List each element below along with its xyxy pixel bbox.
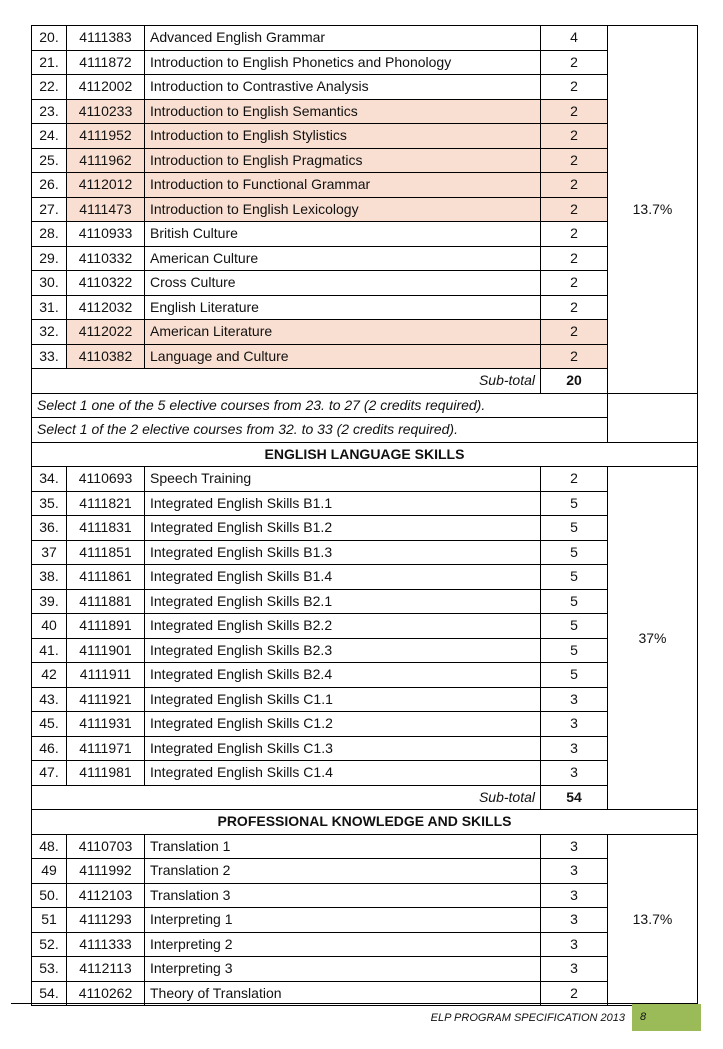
course-number: 42 <box>32 663 67 688</box>
course-row <box>32 908 698 933</box>
course-credits: 5 <box>541 516 608 541</box>
course-code: 4112113 <box>67 957 145 982</box>
course-name: Integrated English Skills B1.4 <box>145 565 541 590</box>
subtotal-value: 20 <box>541 369 608 394</box>
course-name: English Literature <box>145 295 541 320</box>
course-number: 34. <box>32 467 67 492</box>
course-name: Introduction to English Lexicology <box>145 197 541 222</box>
section-percentage: 37% <box>608 467 698 810</box>
course-row <box>32 26 698 51</box>
course-credits: 3 <box>541 761 608 786</box>
course-credits: 2 <box>541 75 608 100</box>
course-code: 4110262 <box>67 981 145 1006</box>
course-row <box>32 565 698 590</box>
course-name: Introduction to English Pragmatics <box>145 148 541 173</box>
note-row <box>32 393 698 418</box>
course-table <box>31 25 698 1006</box>
section-title: PROFESSIONAL KNOWLEDGE AND SKILLS <box>32 810 698 835</box>
course-code: 4111851 <box>67 540 145 565</box>
course-code: 4111962 <box>67 148 145 173</box>
course-number: 53. <box>32 957 67 982</box>
course-name: Interpreting 2 <box>145 932 541 957</box>
section-title: ENGLISH LANGUAGE SKILLS <box>32 442 698 467</box>
course-number: 36. <box>32 516 67 541</box>
course-number: 52. <box>32 932 67 957</box>
course-row <box>32 957 698 982</box>
course-row <box>32 75 698 100</box>
course-name: Introduction to English Phonetics and Phonology <box>145 50 541 75</box>
course-number: 45. <box>32 712 67 737</box>
subtotal-row <box>32 785 698 810</box>
course-number: 22. <box>32 75 67 100</box>
course-number: 23. <box>32 99 67 124</box>
course-name: Translation 1 <box>145 834 541 859</box>
course-code: 4112012 <box>67 173 145 198</box>
course-row <box>32 124 698 149</box>
course-row <box>32 197 698 222</box>
footer-title: ELP PROGRAM SPECIFICATION 2013 <box>430 1012 625 1024</box>
course-row <box>32 173 698 198</box>
course-row <box>32 712 698 737</box>
footer-page-number-box <box>632 1004 701 1031</box>
course-code: 4111992 <box>67 859 145 884</box>
course-number: 33. <box>32 344 67 369</box>
course-credits: 2 <box>541 295 608 320</box>
course-credits: 2 <box>541 50 608 75</box>
page-number: 8 <box>640 1011 647 1023</box>
course-number: 54. <box>32 981 67 1006</box>
course-number: 30. <box>32 271 67 296</box>
course-code: 4112103 <box>67 883 145 908</box>
subtotal-label: Sub-total <box>32 369 541 394</box>
course-name: Integrated English Skills B2.2 <box>145 614 541 639</box>
course-code: 4111881 <box>67 589 145 614</box>
course-credits: 5 <box>541 663 608 688</box>
course-number: 28. <box>32 222 67 247</box>
section-header-row <box>32 810 698 835</box>
course-code: 4111333 <box>67 932 145 957</box>
course-name: Integrated English Skills C1.2 <box>145 712 541 737</box>
course-code: 4111872 <box>67 50 145 75</box>
course-code: 4112002 <box>67 75 145 100</box>
section-header-row <box>32 442 698 467</box>
course-credits: 5 <box>541 638 608 663</box>
course-credits: 5 <box>541 589 608 614</box>
course-credits: 3 <box>541 932 608 957</box>
course-name: Introduction to Functional Grammar <box>145 173 541 198</box>
course-row <box>32 761 698 786</box>
course-credits: 3 <box>541 834 608 859</box>
course-credits: 3 <box>541 712 608 737</box>
course-number: 26. <box>32 173 67 198</box>
course-name: Integrated English Skills C1.1 <box>145 687 541 712</box>
course-name: Integrated English Skills B2.1 <box>145 589 541 614</box>
course-name: British Culture <box>145 222 541 247</box>
course-credits: 2 <box>541 246 608 271</box>
course-code: 4111901 <box>67 638 145 663</box>
course-number: 41. <box>32 638 67 663</box>
course-row <box>32 344 698 369</box>
course-number: 38. <box>32 565 67 590</box>
course-row <box>32 834 698 859</box>
section-percentage: 13.7% <box>608 26 698 394</box>
course-code: 4111473 <box>67 197 145 222</box>
course-number: 51 <box>32 908 67 933</box>
note-row <box>32 418 698 443</box>
course-row <box>32 271 698 296</box>
course-name: Interpreting 1 <box>145 908 541 933</box>
course-code: 4112032 <box>67 295 145 320</box>
course-credits: 5 <box>541 565 608 590</box>
course-name: Language and Culture <box>145 344 541 369</box>
course-name: Integrated English Skills C1.3 <box>145 736 541 761</box>
course-number: 37 <box>32 540 67 565</box>
course-row <box>32 589 698 614</box>
course-row <box>32 736 698 761</box>
course-code: 4111821 <box>67 491 145 516</box>
elective-note: Select 1 of the 2 elective courses from 32. to 33 (2 credits required). <box>32 418 608 443</box>
course-row <box>32 148 698 173</box>
course-row <box>32 516 698 541</box>
course-credits: 5 <box>541 614 608 639</box>
course-row <box>32 99 698 124</box>
course-name: Cross Culture <box>145 271 541 296</box>
course-code: 4110382 <box>67 344 145 369</box>
course-code: 4111981 <box>67 761 145 786</box>
course-code: 4111921 <box>67 687 145 712</box>
course-credits: 2 <box>541 467 608 492</box>
course-code: 4110693 <box>67 467 145 492</box>
course-name: Translation 2 <box>145 859 541 884</box>
course-row <box>32 981 698 1006</box>
course-credits: 5 <box>541 491 608 516</box>
course-number: 32. <box>32 320 67 345</box>
course-code: 4110332 <box>67 246 145 271</box>
course-row <box>32 663 698 688</box>
course-number: 40 <box>32 614 67 639</box>
course-name: Interpreting 3 <box>145 957 541 982</box>
course-code: 4111861 <box>67 565 145 590</box>
course-credits: 3 <box>541 859 608 884</box>
course-name: Introduction to English Stylistics <box>145 124 541 149</box>
note-empty-cell <box>608 393 698 442</box>
course-row <box>32 320 698 345</box>
course-name: Theory of Translation <box>145 981 541 1006</box>
course-row <box>32 883 698 908</box>
course-name: American Culture <box>145 246 541 271</box>
course-row <box>32 246 698 271</box>
course-number: 39. <box>32 589 67 614</box>
course-credits: 2 <box>541 271 608 296</box>
course-code: 4111952 <box>67 124 145 149</box>
course-credits: 2 <box>541 197 608 222</box>
course-credits: 3 <box>541 883 608 908</box>
course-row <box>32 491 698 516</box>
course-row <box>32 932 698 957</box>
course-credits: 2 <box>541 981 608 1006</box>
course-number: 47. <box>32 761 67 786</box>
course-number: 27. <box>32 197 67 222</box>
section-percentage: 13.7% <box>608 834 698 1006</box>
course-row <box>32 614 698 639</box>
course-number: 31. <box>32 295 67 320</box>
course-number: 21. <box>32 50 67 75</box>
course-code: 4111891 <box>67 614 145 639</box>
course-name: Integrated English Skills B2.4 <box>145 663 541 688</box>
subtotal-label: Sub-total <box>32 785 541 810</box>
course-credits: 3 <box>541 687 608 712</box>
course-code: 4111383 <box>67 26 145 51</box>
course-name: Integrated English Skills B2.3 <box>145 638 541 663</box>
course-code: 4111831 <box>67 516 145 541</box>
course-credits: 3 <box>541 957 608 982</box>
course-row <box>32 222 698 247</box>
course-code: 4110233 <box>67 99 145 124</box>
course-name: Speech Training <box>145 467 541 492</box>
course-name: Integrated English Skills B1.1 <box>145 491 541 516</box>
course-row <box>32 295 698 320</box>
course-credits: 2 <box>541 320 608 345</box>
course-name: Introduction to English Semantics <box>145 99 541 124</box>
course-number: 50. <box>32 883 67 908</box>
course-credits: 2 <box>541 173 608 198</box>
course-credits: 3 <box>541 736 608 761</box>
course-number: 24. <box>32 124 67 149</box>
course-code: 4111931 <box>67 712 145 737</box>
course-number: 25. <box>32 148 67 173</box>
course-credits: 5 <box>541 540 608 565</box>
course-number: 20. <box>32 26 67 51</box>
course-code: 4110933 <box>67 222 145 247</box>
course-credits: 3 <box>541 908 608 933</box>
course-row <box>32 50 698 75</box>
course-credits: 2 <box>541 124 608 149</box>
course-name: Integrated English Skills B1.2 <box>145 516 541 541</box>
course-code: 4111971 <box>67 736 145 761</box>
course-row <box>32 540 698 565</box>
course-credits: 2 <box>541 222 608 247</box>
course-code: 4110322 <box>67 271 145 296</box>
course-number: 46. <box>32 736 67 761</box>
course-credits: 2 <box>541 344 608 369</box>
course-name: Introduction to Contrastive Analysis <box>145 75 541 100</box>
course-name: Integrated English Skills C1.4 <box>145 761 541 786</box>
course-credits: 4 <box>541 26 608 51</box>
course-row <box>32 638 698 663</box>
course-number: 48. <box>32 834 67 859</box>
course-row <box>32 687 698 712</box>
course-number: 35. <box>32 491 67 516</box>
course-row <box>32 859 698 884</box>
course-name: Advanced English Grammar <box>145 26 541 51</box>
course-number: 43. <box>32 687 67 712</box>
course-name: Translation 3 <box>145 883 541 908</box>
subtotal-value: 54 <box>541 785 608 810</box>
course-number: 49 <box>32 859 67 884</box>
course-name: Integrated English Skills B1.3 <box>145 540 541 565</box>
course-number: 29. <box>32 246 67 271</box>
subtotal-row <box>32 369 698 394</box>
course-credits: 2 <box>541 148 608 173</box>
course-code: 4111911 <box>67 663 145 688</box>
course-credits: 2 <box>541 99 608 124</box>
elective-note: Select 1 one of the 5 elective courses from 23. to 27 (2 credits required). <box>32 393 608 418</box>
course-code: 4110703 <box>67 834 145 859</box>
course-name: American Literature <box>145 320 541 345</box>
footer-rule <box>11 1003 697 1004</box>
course-code: 4111293 <box>67 908 145 933</box>
course-row <box>32 467 698 492</box>
course-code: 4112022 <box>67 320 145 345</box>
